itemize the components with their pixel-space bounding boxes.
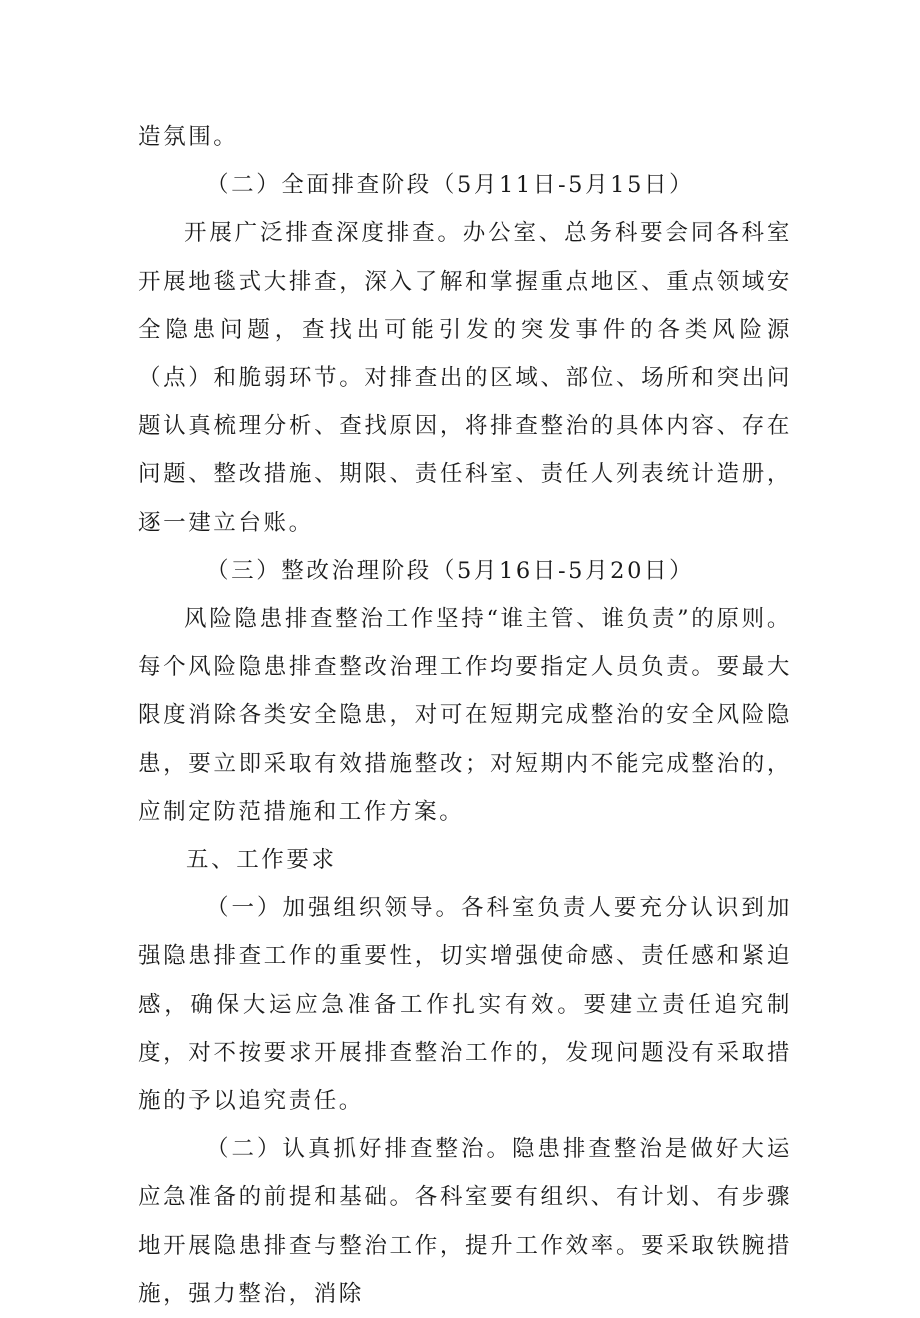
section-heading-rectification: （三）整改治理阶段（5月16日-5月20日） (206, 557, 695, 584)
paragraph-continuation: 造氛围。 (138, 124, 239, 150)
document-body (138, 113, 792, 1318)
section-heading-work-requirements: 五、工作要求 (186, 847, 337, 874)
paragraph-organization-leadership: （一）加强组织领导。各科室负责人要充分认识到加强隐患排查工作的重要性，切实增强使命感、责任感和紧迫感，确保大运应急准备工作扎实有效。要建立责任追究制度，对不按要求开展排查整治工作的，发现问题没有采取措施的予以追究责任。 (138, 895, 792, 1115)
paragraph-rectification-details: 风险隐患排查整治工作坚持“谁主管、谁负责”的原则。每个风险隐患排查整改治理工作均要指定人员负责。要最大限度消除各类安全隐患，对可在短期完成整治的安全风险隐患，要立即采取有效措施整改；对短期内不能完成整治的，应制定防范措施和工作方案。 (138, 606, 792, 825)
paragraph-inspection-rectification: （二）认真抓好排查整治。隐患排查整治是做好大运应急准备的前提和基础。各科室要有组织、有计划、有步骤地开展隐患排查与整治工作，提升工作效率。要采取铁腕措施，强力整治，消除 (138, 1136, 792, 1307)
section-heading-comprehensive-inspection: （二）全面排查阶段（5月11日-5月15日） (206, 172, 695, 199)
paragraph-inspection-details: 开展广泛排查深度排查。办公室、总务科要会同各科室开展地毯式大排查，深入了解和掌握重点地区、重点领域安全隐患问题，查找出可能引发的突发事件的各类风险源（点）和脆弱环节。对排查出的区域、部位、场所和突出问题认真梳理分析、查找原因，将排查整治的具体内容、存在问题、整改措施、期限、责任科室、责任人列表统计造册，逐一建立台账。 (138, 220, 792, 536)
